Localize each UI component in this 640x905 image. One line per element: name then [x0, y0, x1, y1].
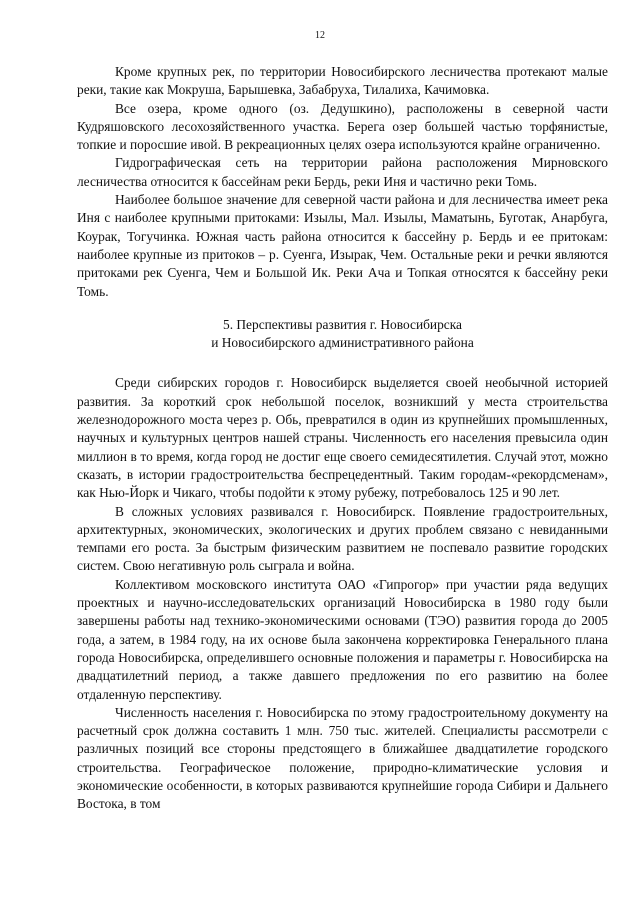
- paragraph-giprogor: Коллективом московского института ОАО «Гипрогор» при участии ряда ведущих проектных и научно-исследовательских организаций Новосибирска в 1980 году были завершены работы над технико-экономическими основами (ТЭО) развития города до 2005 года, а затем, в 1984 году, на их основе была закончена корректировка Генерального плана города Новосибирска, определившего основные положения и параметры г. Новосибирска на двадцатилетний период, а также давшего предложения по его развитию на более отдаленную перспективу.: [77, 576, 608, 702]
- document-body: [77, 63, 608, 814]
- page-number: 12: [315, 30, 325, 41]
- section-heading-line-2: и Новосибирского административного района: [211, 335, 474, 351]
- section-heading-line-1: 5. Перспективы развития г. Новосибирска: [223, 316, 462, 332]
- paragraph-lakes: Все озера, кроме одного (оз. Дедушкино), расположены в северной части Кудряшовского лесохозяйственного участка. Берега озер большей частью торфянистые, топкие и поросшие ивой. В рекреационных целях озера используются крайне ограниченно.: [77, 100, 608, 153]
- paragraph-population-projection: Численность населения г. Новосибирска по этому градостроительному документу на расчетный срок должна составить 1 млн. 750 тыс. жителей. Специалисты рассмотрели с различных позиций все стороны предстоящего в ближайшее двадцатилетие городского строительства. Географическое положение, природно-климатические условия и экономические особенности, в которых развиваются крупнейшие города Сибири и Дальнего Востока, в том: [77, 704, 608, 812]
- paragraph-inya-river: Наиболее большое значение для северной части района и для лесничества имеет река Иня с наиболее крупными притоками: Изылы, Мал. Изылы, Маматынь, Буготак, Анарбуга, Коурак, Тогучинка. Южная часть района относится к бассейну р. Бердь и ее притокам: наиболее крупные из притоков – р. Суенга, Изырак, Чем. Остальные реки и речки являются притоками рек Суенга, Чем и Большой Ик. Реки Ача и Топкая относятся к бассейну реки Томь.: [77, 192, 608, 299]
- paragraph-difficult-conditions: В сложных условиях развивался г. Новосибирск. Появление градостроительных, архитектурных, экономических, экологических и других проблем связано с невиданными темпами его роста. За быстрым физическим развитием не поспевало развитие городских систем. Свою негативную роль сыграла и война.: [77, 503, 608, 574]
- paragraph-hydrographic-network: Гидрографическая сеть на территории района расположения Мирновского лесничества относится к бассейнам реки Бердь, реки Иня и частично реки Томь.: [77, 155, 608, 189]
- paragraph-city-history: Среди сибирских городов г. Новосибирск выделяется своей необычной историей развития. За короткий срок небольшой поселок, возникший у места строительства железнодорожного моста через р. Обь, превратился в один из крупнейших промышленных, научных и культурных центров нашей страны. Численность его населения превысила один миллион в то время, когда город не достиг еще своего семидесятилетия. Случай этот, можно сказать, в истории градостроительства беспрецедентный. Таким городам-«рекордсменам», как Нью-Йорк и Чикаго, чтобы подойти к этому рубежу, потребовалось 125 и 90 лет.: [77, 375, 608, 501]
- paragraph-small-rivers: Кроме крупных рек, по территории Новосибирского лесничества протекают малые реки, такие как Мокруша, Барышевка, Забабруха, Тилалиха, Качимовка.: [77, 64, 608, 98]
- section-heading: [77, 316, 608, 353]
